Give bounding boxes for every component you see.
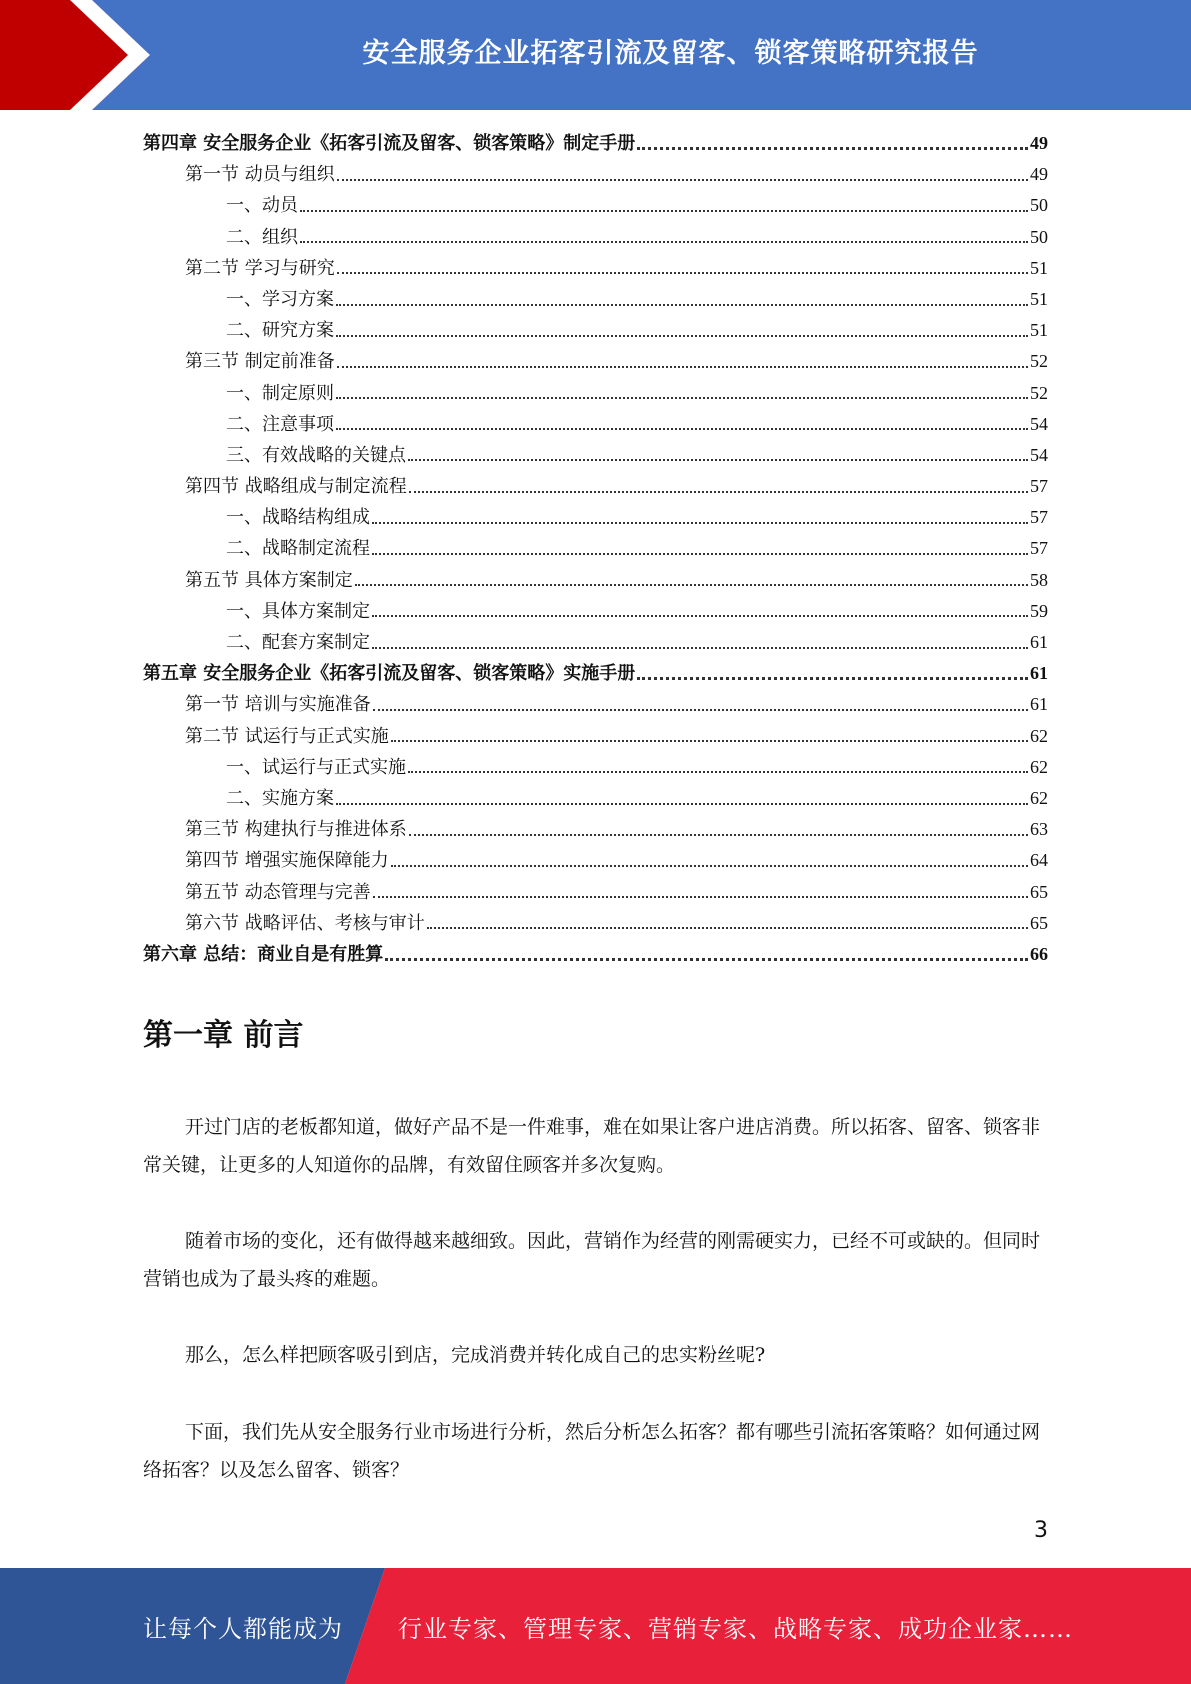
toc-leader-dots: [637, 147, 1028, 150]
page-footer: [0, 1568, 1191, 1684]
toc-entry-page: 59: [1030, 600, 1048, 621]
toc-entry-page: 49: [1030, 133, 1048, 153]
toc-leader-dots: [409, 491, 1028, 493]
toc-leader-dots: [337, 179, 1028, 181]
toc-leader-dots: [336, 304, 1028, 306]
toc-entry-label: 第六节 战略评估、考核与审计: [185, 912, 425, 934]
toc-entry[interactable]: [143, 409, 1048, 440]
toc-entry-label: 第二节 试运行与正式实施: [185, 725, 389, 747]
toc-entry[interactable]: [143, 565, 1048, 596]
toc-leader-dots: [373, 709, 1028, 711]
toc-entry-page: 64: [1030, 850, 1048, 871]
toc-entry-page: 54: [1030, 413, 1048, 434]
toc-entry-page: 52: [1030, 382, 1048, 403]
toc-entry[interactable]: [143, 346, 1048, 377]
toc-entry-label: 第二节 学习与研究: [185, 257, 335, 279]
toc-entry-label: 一、具体方案制定: [226, 600, 370, 622]
toc-leader-dots: [373, 896, 1028, 898]
toc-entry[interactable]: [143, 939, 1048, 970]
toc-entry[interactable]: [143, 378, 1048, 409]
toc-leader-dots: [355, 584, 1028, 586]
toc-entry[interactable]: [143, 752, 1048, 783]
toc-entry[interactable]: [143, 783, 1048, 814]
toc-entry-page: 57: [1030, 507, 1048, 528]
toc-entry-page: 50: [1030, 195, 1048, 216]
toc-entry-label: 第三节 构建执行与推进体系: [185, 819, 407, 841]
toc-entry-label: 一、试运行与正式实施: [226, 756, 406, 778]
toc-entry[interactable]: [143, 877, 1048, 908]
toc-entry[interactable]: [143, 190, 1048, 221]
toc-entry-label: 二、组织: [226, 226, 298, 248]
toc-entry[interactable]: [143, 596, 1048, 627]
paragraph-2: 随着市场的变化，还有做得越来越细致。因此，营销作为经营的刚需硬实力，已经不可或缺的。但同时营销也成为了最头疼的难题。: [143, 1230, 1041, 1290]
toc-entry[interactable]: [143, 845, 1048, 876]
toc-leader-dots: [336, 397, 1028, 399]
toc-leader-dots: [300, 241, 1028, 243]
toc-leader-dots: [337, 366, 1028, 368]
toc-entry-label: 二、注意事项: [226, 413, 334, 435]
table-of-contents: [143, 128, 1048, 970]
toc-entry-page: 65: [1030, 912, 1048, 933]
toc-entry-page: 52: [1030, 351, 1048, 372]
toc-entry[interactable]: [143, 502, 1048, 533]
toc-entry[interactable]: [143, 658, 1048, 689]
toc-entry-page: 51: [1030, 320, 1048, 341]
toc-entry-page: 62: [1030, 725, 1048, 746]
toc-entry-label: 第六章 总结：商业自是有胜算: [143, 943, 384, 965]
toc-leader-dots: [300, 210, 1028, 212]
toc-leader-dots: [372, 522, 1028, 524]
toc-entry-page: 66: [1030, 943, 1048, 964]
toc-entry[interactable]: [143, 284, 1048, 315]
toc-entry[interactable]: [143, 689, 1048, 720]
toc-entry-page: 65: [1030, 881, 1048, 902]
toc-leader-dots: [372, 553, 1028, 555]
toc-leader-dots: [391, 740, 1028, 742]
toc-entry-label: 第一节 培训与实施准备: [185, 694, 371, 716]
toc-leader-dots: [408, 459, 1028, 461]
toc-entry-label: 第一节 动员与组织: [185, 164, 335, 186]
toc-leader-dots: [427, 927, 1028, 929]
toc-entry-page: 61: [1030, 632, 1048, 652]
toc-entry-page: 57: [1030, 476, 1048, 497]
paragraph-1: 开过门店的老板都知道，做好产品不是一件难事，难在如果让客户进店消费。所以拓客、留客、锁客非常关键，让更多的人知道你的品牌，有效留住顾客并多次复购。: [143, 1116, 1041, 1176]
toc-entry-label: 三、有效战略的关键点: [226, 444, 406, 466]
toc-entry-label: 二、配套方案制定: [226, 632, 370, 653]
toc-leader-dots: [637, 677, 1028, 680]
toc-entry-label: 二、研究方案: [226, 320, 334, 342]
report-title: 安全服务企业拓客引流及留客、锁客策略研究报告: [362, 37, 979, 69]
toc-entry-label: 一、战略结构组成: [226, 507, 370, 529]
toc-leader-dots: [408, 771, 1028, 773]
toc-entry-page: 61: [1030, 694, 1048, 715]
toc-entry[interactable]: [143, 315, 1048, 346]
paragraph-3: 那么，怎么样把顾客吸引到店，完成消费并转化成自己的忠实粉丝呢?: [185, 1344, 766, 1366]
toc-entry-page: 57: [1030, 538, 1048, 559]
toc-entry[interactable]: [143, 253, 1048, 284]
header-arrow-decoration: [0, 0, 150, 110]
toc-entry[interactable]: [143, 908, 1048, 939]
toc-entry[interactable]: [143, 533, 1048, 564]
toc-entry-label: 第五节 动态管理与完善: [185, 881, 371, 903]
toc-entry-page: 50: [1030, 226, 1048, 247]
toc-entry-page: 62: [1030, 756, 1048, 777]
toc-entry[interactable]: [143, 128, 1048, 159]
toc-entry-label: 二、战略制定流程: [226, 538, 370, 560]
page-header: [0, 0, 1191, 110]
toc-entry-page: 51: [1030, 288, 1048, 309]
toc-entry[interactable]: [143, 440, 1048, 471]
toc-leader-dots: [385, 958, 1028, 961]
toc-entry[interactable]: [143, 627, 1048, 658]
toc-entry-label: 一、动员: [226, 195, 298, 217]
toc-entry-label: 第三节 制定前准备: [185, 351, 335, 373]
toc-entry[interactable]: [143, 222, 1048, 253]
toc-entry-label: 第四节 增强实施保障能力: [185, 850, 389, 872]
toc-entry-label: 第四节 战略组成与制定流程: [185, 476, 407, 498]
toc-leader-dots: [372, 647, 1028, 649]
toc-entry[interactable]: [143, 721, 1048, 752]
page-number: 3: [1034, 1518, 1048, 1543]
toc-leader-dots: [372, 615, 1028, 617]
toc-entry-label: 二、实施方案: [226, 787, 334, 809]
toc-leader-dots: [337, 272, 1028, 274]
footer-slogan-left: 让每个人都能成为: [143, 1614, 343, 1643]
toc-entry-label: 一、学习方案: [226, 288, 334, 310]
paragraph-4: 下面，我们先从安全服务行业市场进行分析，然后分析怎么拓客？都有哪些引流拓客策略？如何通过网络拓客？以及怎么留客、锁客？: [143, 1421, 1041, 1481]
toc-entry-page: 49: [1030, 164, 1048, 185]
toc-leader-dots: [391, 865, 1028, 867]
footer-slogan-right: 行业专家、管理专家、营销专家、战略专家、成功企业家……: [398, 1614, 1073, 1643]
toc-entry-label: 第四章 安全服务企业《拓客引流及留客、锁客策略》制定手册: [143, 133, 636, 154]
toc-leader-dots: [336, 803, 1028, 805]
toc-entry-label: 一、制定原则: [226, 382, 334, 404]
toc-entry-page: 51: [1030, 257, 1048, 278]
toc-entry-page: 62: [1030, 787, 1048, 808]
toc-entry-page: 61: [1030, 663, 1048, 684]
toc-entry[interactable]: [143, 814, 1048, 845]
toc-entry-page: 54: [1030, 444, 1048, 465]
toc-leader-dots: [409, 834, 1028, 836]
toc-entry[interactable]: [143, 159, 1048, 190]
toc-leader-dots: [336, 428, 1028, 430]
toc-leader-dots: [336, 335, 1028, 337]
toc-entry-page: 58: [1030, 569, 1048, 590]
toc-entry-label: 第五节 具体方案制定: [185, 569, 353, 591]
toc-entry[interactable]: [143, 471, 1048, 502]
chapter-heading: 第一章 前言: [143, 1018, 304, 1053]
toc-entry-label: 第五章 安全服务企业《拓客引流及留客、锁客策略》实施手册: [143, 663, 636, 685]
toc-entry-page: 63: [1030, 819, 1048, 840]
